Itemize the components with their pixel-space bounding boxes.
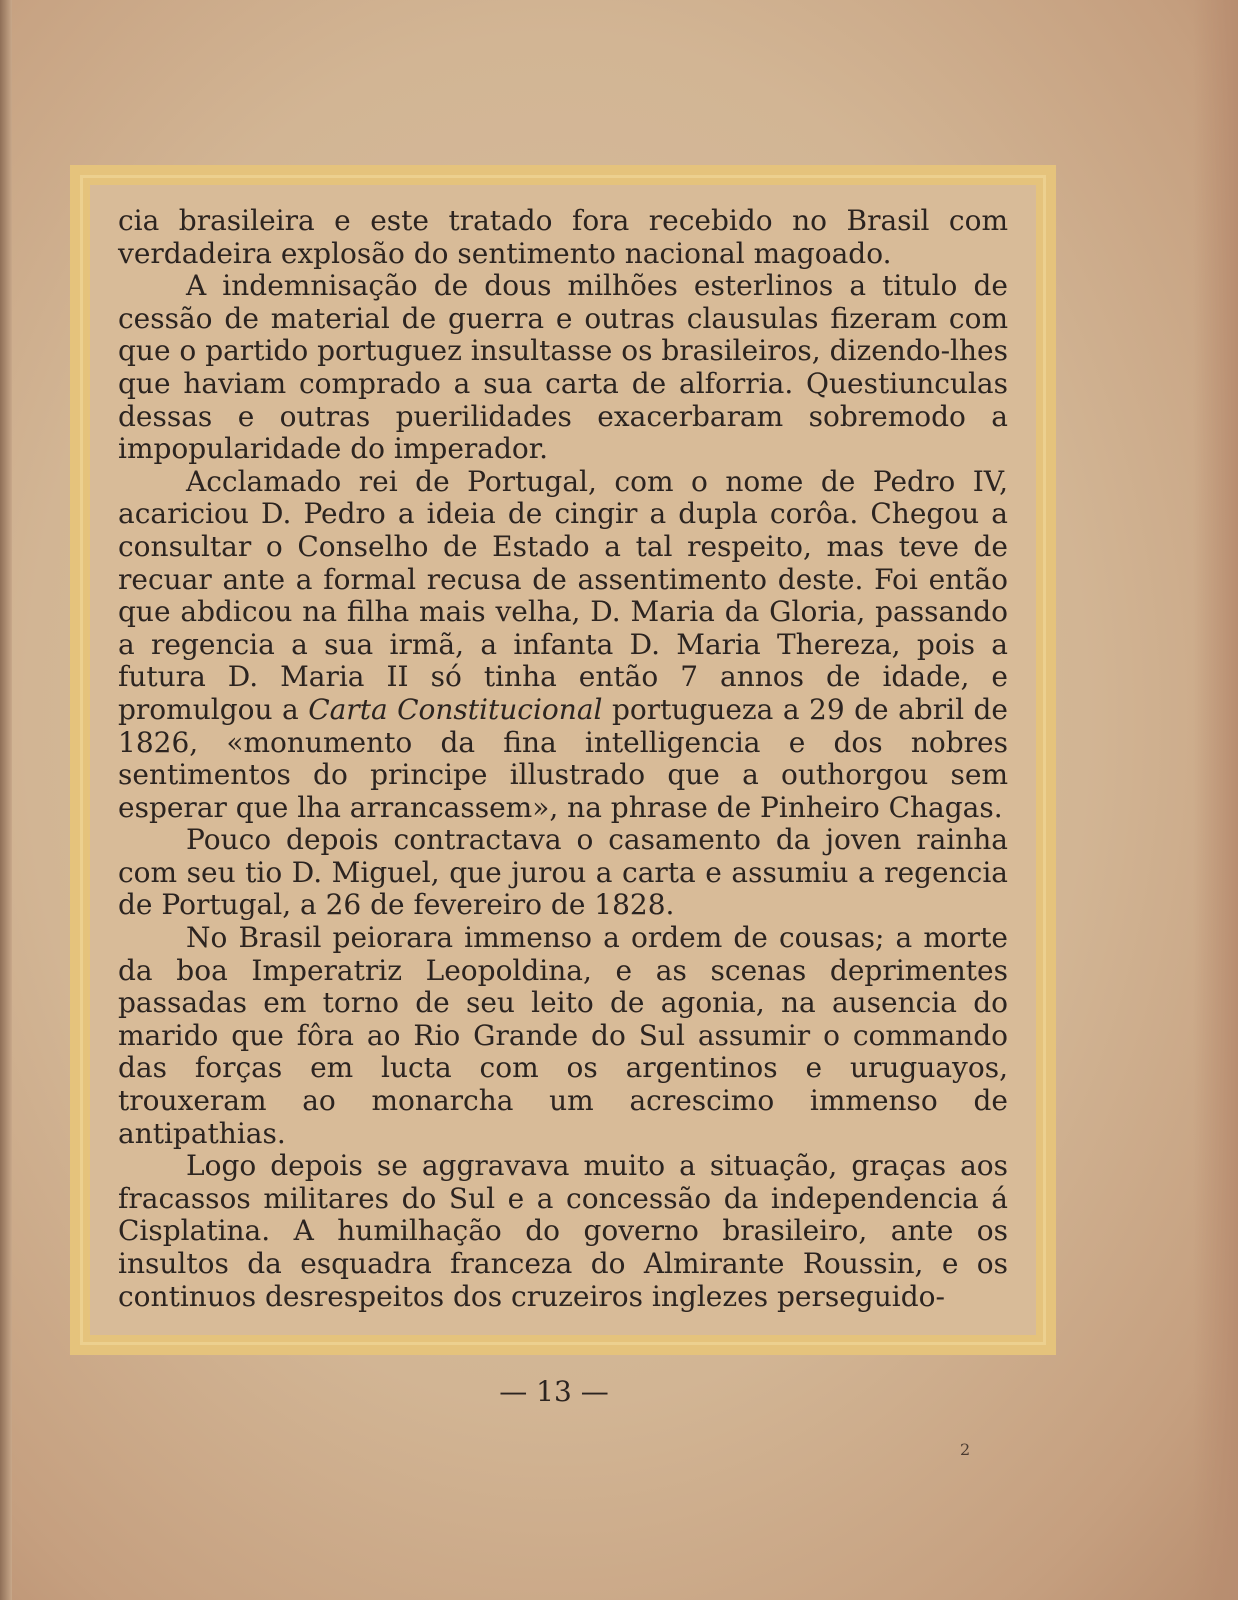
page-number: — 13 — — [499, 1375, 609, 1408]
page-left-edge — [0, 0, 12, 1600]
paragraph-3-text-after: portugueza a 29 de abril de 1826, «monumento da fina intelligencia e dos nobres sentimentos do principe illustrado que a outhorgou sem esperar que lha arrancassem», na phrase de Pinheiro Chagas. — [118, 692, 1008, 824]
paragraph-3-text-before: Acclamado rei de Portugal, com o nome de Pedro IV, acariciou D. Pedro a ideia de cingir a dupla corôa. Chegou a consultar o Conselho de Estado a tal respeito, mas teve de recuar ante a formal recusa de assentimento deste. Foi então que abdicou na filha mais velha, D. Maria da Gloria, passando a regencia a sua irmã, a infanta D. Maria Thereza, pois a futura D. Maria II só tinha então 7 annos de idade, e promulgou a — [118, 464, 1008, 726]
paragraph-3 — [118, 466, 1008, 825]
paragraph-6: Logo depois se aggravava muito a situação, graças aos fracassos militares do Sul e a concessão da independencia á Cisplatina. A humilhação do governo brasileiro, ante os insultos da esquadra franceza do Almirante Roussin, e os continuos desrespeitos dos cruzeiros inglezes perseguido- — [118, 1149, 1008, 1313]
paragraph-1: cia brasileira e este tratado fora recebido no Brasil com verdadeira explosão do sentimento nacional magoado. — [118, 204, 1008, 270]
signature-mark: 2 — [960, 1440, 971, 1459]
paragraph-5: No Brasil peiorara immenso a ordem de cousas; a morte da boa Imperatriz Leopoldina, e as scenas deprimentes passadas em torno de seu leito de agonia, na ausencia do marido que fôra ao Rio Grande do Sul assumir o commando das forças em lucta com os argentinos e uruguayos, trouxeram ao monarcha um acrescimo immenso de antipathias. — [118, 921, 1008, 1150]
body-text — [118, 205, 1008, 1313]
page-right-edge — [1193, 0, 1238, 1600]
paragraph-2: A indemnisação de dous milhões esterlinos a titulo de cessão de material de guerra e outras clausulas fizeram com que o partido portuguez insultasse os brasileiros, dizendo-lhes que haviam comprado a sua carta de alforria. Questiunculas dessas e outras puerilidades exacerbaram sobremodo a impopularidade do imperador. — [118, 269, 1008, 466]
carta-constitucional-emphasis: Carta Constitucional — [308, 692, 603, 726]
paragraph-4: Pouco depois contractava o casamento da joven rainha com seu tio D. Miguel, que jurou a carta e assumiu a regencia de Portugal, a 26 de fevereiro de 1828. — [118, 823, 1008, 922]
